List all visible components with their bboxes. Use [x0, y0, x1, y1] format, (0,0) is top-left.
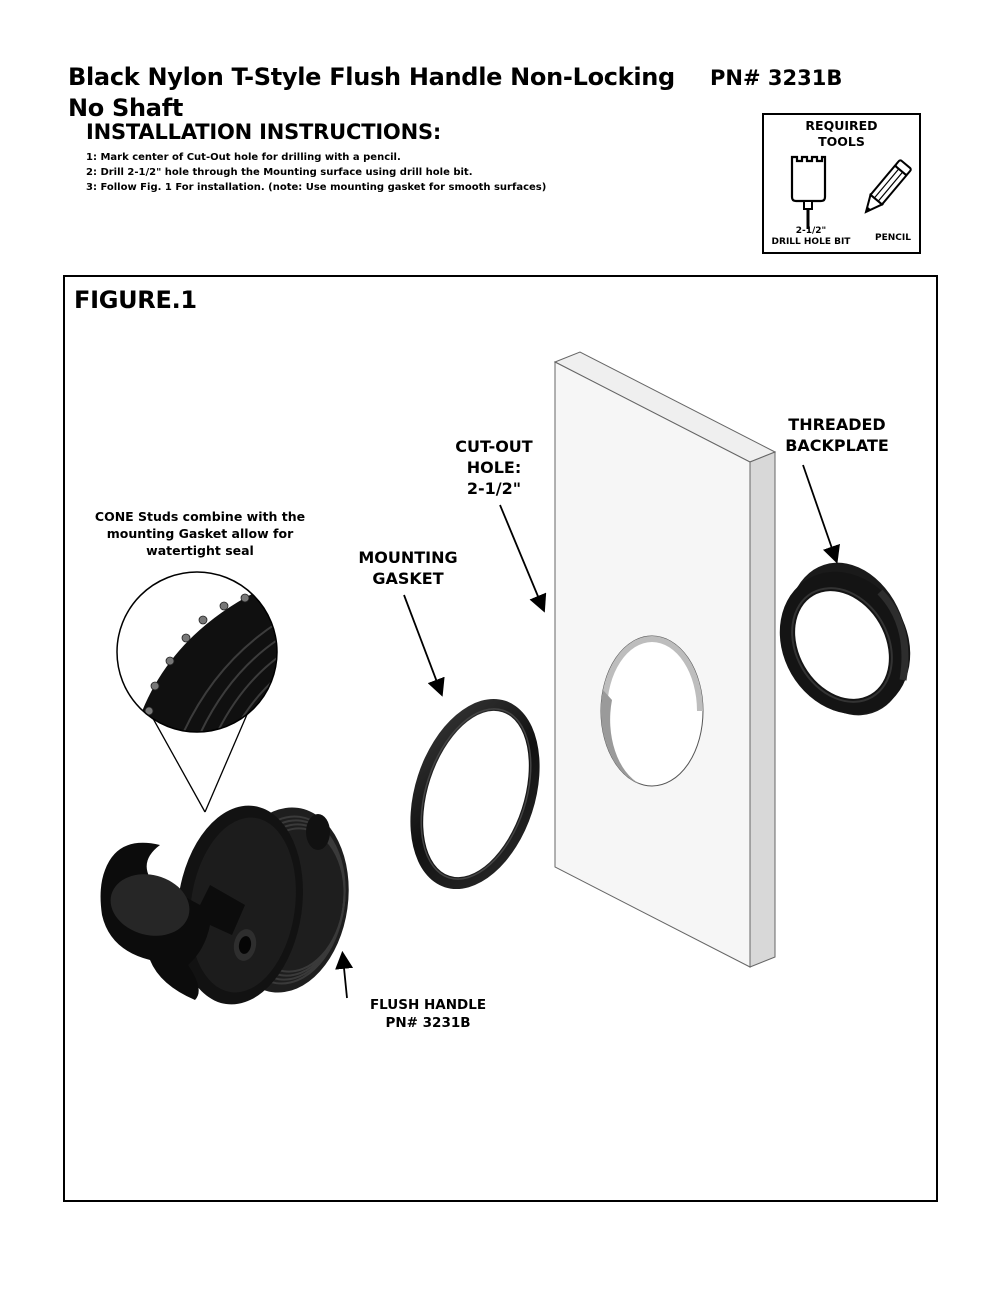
cut-out-hole-callout-line: HOLE:: [466, 458, 522, 477]
flush-handle-callout-line: FLUSH HANDLE: [369, 997, 487, 1013]
required-tools-title-line2: TOOLS: [818, 134, 865, 149]
document-title-line2: No Shaft: [68, 94, 184, 122]
drill-bit-size: 2-1/2": [795, 226, 827, 236]
mounting-gasket-callout-line: MOUNTING: [358, 548, 458, 567]
pencil-name: PENCIL: [875, 233, 911, 243]
cut-out-hole-callout: [434, 436, 554, 499]
threaded-backplate-callout-line: THREADED: [788, 415, 886, 434]
threaded-backplate: [754, 547, 935, 738]
mounting-gasket: [388, 682, 563, 905]
cone-studs-detail: [117, 572, 300, 812]
flush-handle: [101, 797, 361, 1012]
instruction-step: 2: Drill 2-1/2" hole through the Mounting surface using drill hole bit.: [86, 167, 473, 178]
threaded-backplate-callout: [770, 414, 904, 456]
required-tools-title: REQUIRED: [805, 118, 878, 133]
flush-handle-callout: [354, 996, 502, 1032]
threaded-backplate-callout-line: BACKPLATE: [785, 436, 889, 455]
cone-studs-callout-line: mounting Gasket allow for: [106, 526, 294, 541]
cone-studs-callout-line: watertight seal: [146, 543, 254, 558]
cone-studs-callout: [70, 508, 330, 559]
cut-out-hole-callout-line: CUT-OUT: [455, 437, 533, 456]
cone-studs-callout-line: CONE Studs combine with the: [94, 509, 306, 524]
instruction-step: 1: Mark center of Cut-Out hole for drilling with a pencil.: [86, 152, 401, 163]
part-number: PN# 3231B: [710, 66, 843, 90]
mounting-gasket-callout: [340, 547, 476, 589]
flush-handle-callout-line: PN# 3231B: [385, 1015, 471, 1031]
cut-out-hole-callout-line: 2-1/2": [466, 479, 522, 498]
document-title: Black Nylon T-Style Flush Handle Non-Locking: [68, 63, 675, 91]
figure-title: FIGURE.1: [74, 286, 197, 314]
drill-bit-name: DRILL HOLE BIT: [771, 237, 851, 247]
mounting-panel: [555, 352, 775, 967]
instructions-heading: INSTALLATION INSTRUCTIONS:: [86, 120, 442, 144]
instruction-step: 3: Follow Fig. 1 For installation. (note: Use mounting gasket for smooth surfaces): [86, 182, 547, 193]
mounting-gasket-callout-line: GASKET: [372, 569, 444, 588]
